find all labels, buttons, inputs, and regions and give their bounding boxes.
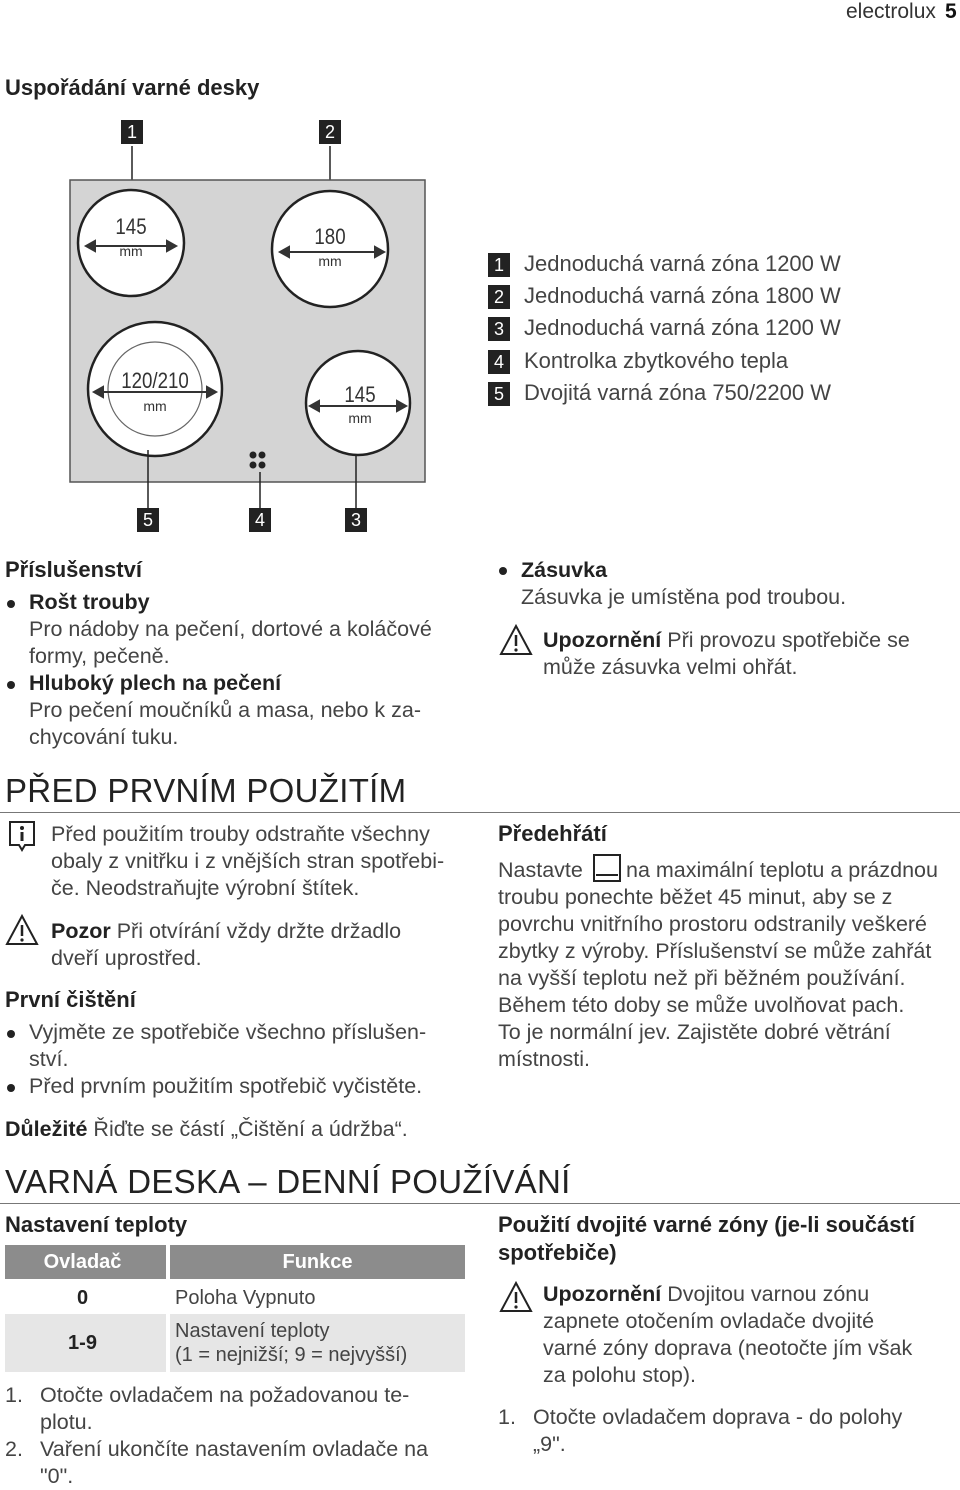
preheat-text: místnosti. bbox=[498, 1047, 590, 1071]
warning-line: varné zóny doprava (neotočte jím však bbox=[543, 1336, 913, 1360]
step-text: Otočte ovladačem na požadovanou te- bbox=[40, 1383, 410, 1407]
step-number: 1. bbox=[498, 1405, 516, 1429]
info-text: Před použitím trouby odstraňte všechny bbox=[51, 822, 430, 846]
section-title-first-use: PŘED PRVNÍM POUŽITÍM bbox=[5, 772, 407, 809]
zone-top-right-unit: mm bbox=[318, 253, 342, 269]
preheat-text: zbytky z výroby. Příslušenství se může zahřát bbox=[498, 939, 932, 963]
accessory-desc: Pro pečení moučníků a masa, nebo k za- bbox=[29, 698, 421, 722]
step-text: plotu. bbox=[40, 1410, 93, 1434]
accessory-desc: Pro nádoby na pečení, dortové a koláčové bbox=[29, 617, 432, 641]
preheat-text: To je normální jev. Zajistěte dobré větrání bbox=[498, 1020, 891, 1044]
legend-text: Kontrolka zbytkového tepla bbox=[524, 348, 789, 373]
callout-4: 4 bbox=[249, 508, 271, 532]
caution-line: Při otvírání vždy držte držadlo bbox=[110, 919, 402, 943]
info-text: obaly z vnitřku i z vnějších stran spotřebi- bbox=[51, 849, 445, 873]
step-number: 1. bbox=[5, 1383, 23, 1407]
important-text: Řiďte se částí „Čištění a údržba“. bbox=[87, 1117, 408, 1141]
table-cell-knob: 0 bbox=[76, 1287, 89, 1309]
warning-text bbox=[543, 627, 910, 654]
bullet-icon bbox=[7, 1030, 15, 1038]
zone-top-left-unit: mm bbox=[119, 243, 143, 259]
header-brand: electrolux bbox=[846, 0, 936, 23]
hob-diagram bbox=[0, 110, 480, 540]
accessory-desc: formy, pečeně. bbox=[29, 644, 170, 668]
legend-num: 2 bbox=[488, 285, 510, 309]
bullet-icon bbox=[7, 600, 15, 608]
table-header bbox=[5, 1245, 465, 1279]
warning-line: Dvojitou varnou zónu bbox=[661, 1282, 870, 1306]
table-row bbox=[5, 1314, 465, 1372]
bullet-icon bbox=[499, 567, 507, 575]
warning-line: Při provozu spotřebiče se bbox=[661, 628, 910, 652]
important-label: Důležité bbox=[5, 1117, 88, 1141]
preheat-text: na maximální teplotu a prázdnou bbox=[626, 858, 938, 882]
page-number: 5 bbox=[945, 0, 957, 23]
info-icon bbox=[5, 820, 39, 852]
legend-num: 5 bbox=[488, 382, 510, 406]
accessory-desc: chycování tuku. bbox=[29, 725, 179, 749]
section-divider bbox=[0, 1203, 960, 1204]
callout-5: 5 bbox=[137, 508, 159, 532]
dual-zone-title: Použití dvojité varné zóny (je-li součástí bbox=[498, 1212, 915, 1237]
table-col-header: Ovladač bbox=[43, 1251, 122, 1273]
zone-top-right-size: 180 bbox=[314, 224, 346, 249]
warning-icon bbox=[499, 1281, 533, 1313]
table-cell-function: Poloha Vypnuto bbox=[175, 1287, 316, 1309]
step-text: Vaření ukončíte nastavením ovladače na bbox=[40, 1437, 429, 1461]
preheat-text: povrchu vnitřního prostoru odstranily veškeré bbox=[498, 912, 928, 936]
accessory-title: Rošt trouby bbox=[29, 590, 150, 614]
warning-line: zapnete otočením ovladače dvojité bbox=[543, 1309, 875, 1333]
table-cell-function: (1 = nejnižší; 9 = nejvyšší) bbox=[175, 1344, 408, 1366]
step-number: 2. bbox=[5, 1437, 23, 1461]
accessory-title: Hluboký plech na pečení bbox=[29, 671, 282, 695]
legend-text: Dvojitá varná zóna 750/2200 W bbox=[524, 380, 831, 405]
warning-line: za polohu stop). bbox=[543, 1363, 696, 1387]
warning-icon bbox=[499, 624, 533, 656]
preheat-title: Předehřátí bbox=[498, 821, 607, 846]
table-row bbox=[5, 1281, 465, 1315]
clean-step: ství. bbox=[29, 1047, 69, 1071]
clean-step: Vyjměte ze spotřebiče všechno příslušen- bbox=[29, 1020, 427, 1044]
caution-text bbox=[51, 918, 401, 945]
legend-text: Jednoduchá varná zóna 1800 W bbox=[524, 283, 841, 308]
accessory-desc: Zásuvka je umístěna pod troubou. bbox=[521, 585, 847, 609]
first-clean-title: První čištění bbox=[5, 987, 136, 1012]
accessories-title: Příslušenství bbox=[5, 557, 142, 582]
important-note bbox=[5, 1116, 408, 1143]
zone-bottom-left-size: 120/210 bbox=[121, 368, 189, 393]
legend-num: 1 bbox=[488, 253, 510, 277]
step-text: „9". bbox=[533, 1432, 566, 1456]
zone-top-left-size: 145 bbox=[115, 214, 147, 239]
legend-num: 3 bbox=[488, 317, 510, 341]
legend-text: Jednoduchá varná zóna 1200 W bbox=[524, 315, 841, 340]
preheat-text: Během této doby se může uvolňovat pach. bbox=[498, 993, 905, 1017]
step-text: "0". bbox=[40, 1464, 74, 1488]
table-cell-knob: 1-9 bbox=[68, 1332, 97, 1354]
zone-bottom-left-unit: mm bbox=[143, 398, 167, 414]
accessory-title: Zásuvka bbox=[521, 558, 608, 582]
preheat-text: na vyšší teplotu než při běžném používání. bbox=[498, 966, 906, 990]
warning-line: může zásuvka velmi ohřát. bbox=[543, 655, 798, 679]
legend-text: Jednoduchá varná zóna 1200 W bbox=[524, 251, 841, 276]
legend-num: 4 bbox=[488, 350, 510, 374]
bullet-icon bbox=[7, 681, 15, 689]
preheat-word: Nastavte bbox=[498, 858, 583, 882]
info-text: če. Neodstraňujte výrobní štítek. bbox=[51, 876, 360, 900]
table-col-divider bbox=[166, 1314, 170, 1372]
dual-warning-text bbox=[543, 1281, 869, 1308]
step-text: Otočte ovladačem doprava - do polohy bbox=[533, 1405, 903, 1429]
clean-step: Před prvním použitím spotřebič vyčistěte. bbox=[29, 1074, 423, 1098]
temp-title: Nastavení teploty bbox=[5, 1212, 188, 1237]
warning-label: Upozornění bbox=[543, 1282, 662, 1306]
caution-label: Pozor bbox=[51, 919, 111, 943]
zone-bottom-right-unit: mm bbox=[348, 410, 372, 426]
zone-bottom-right-size: 145 bbox=[344, 382, 376, 407]
warning-label: Upozornění bbox=[543, 628, 662, 652]
hob-layout-title: Uspořádání varné desky bbox=[5, 75, 260, 100]
callout-2: 2 bbox=[319, 120, 341, 144]
caution-line: dveří uprostřed. bbox=[51, 946, 202, 970]
table-col-header: Funkce bbox=[282, 1251, 353, 1273]
dual-zone-title: spotřebiče) bbox=[498, 1240, 617, 1265]
section-title-daily-use: VARNÁ DESKA – DENNÍ POUŽÍVÁNÍ bbox=[5, 1163, 571, 1200]
warning-icon bbox=[5, 914, 39, 946]
oven-function-icon bbox=[592, 853, 622, 883]
callout-3: 3 bbox=[345, 508, 367, 532]
bullet-icon bbox=[7, 1084, 15, 1092]
table-cell-function: Nastavení teploty bbox=[175, 1320, 330, 1342]
section-divider bbox=[0, 812, 960, 813]
callout-1: 1 bbox=[121, 120, 143, 144]
preheat-text: troubu ponechte běžet 45 minut, aby se z bbox=[498, 885, 893, 909]
